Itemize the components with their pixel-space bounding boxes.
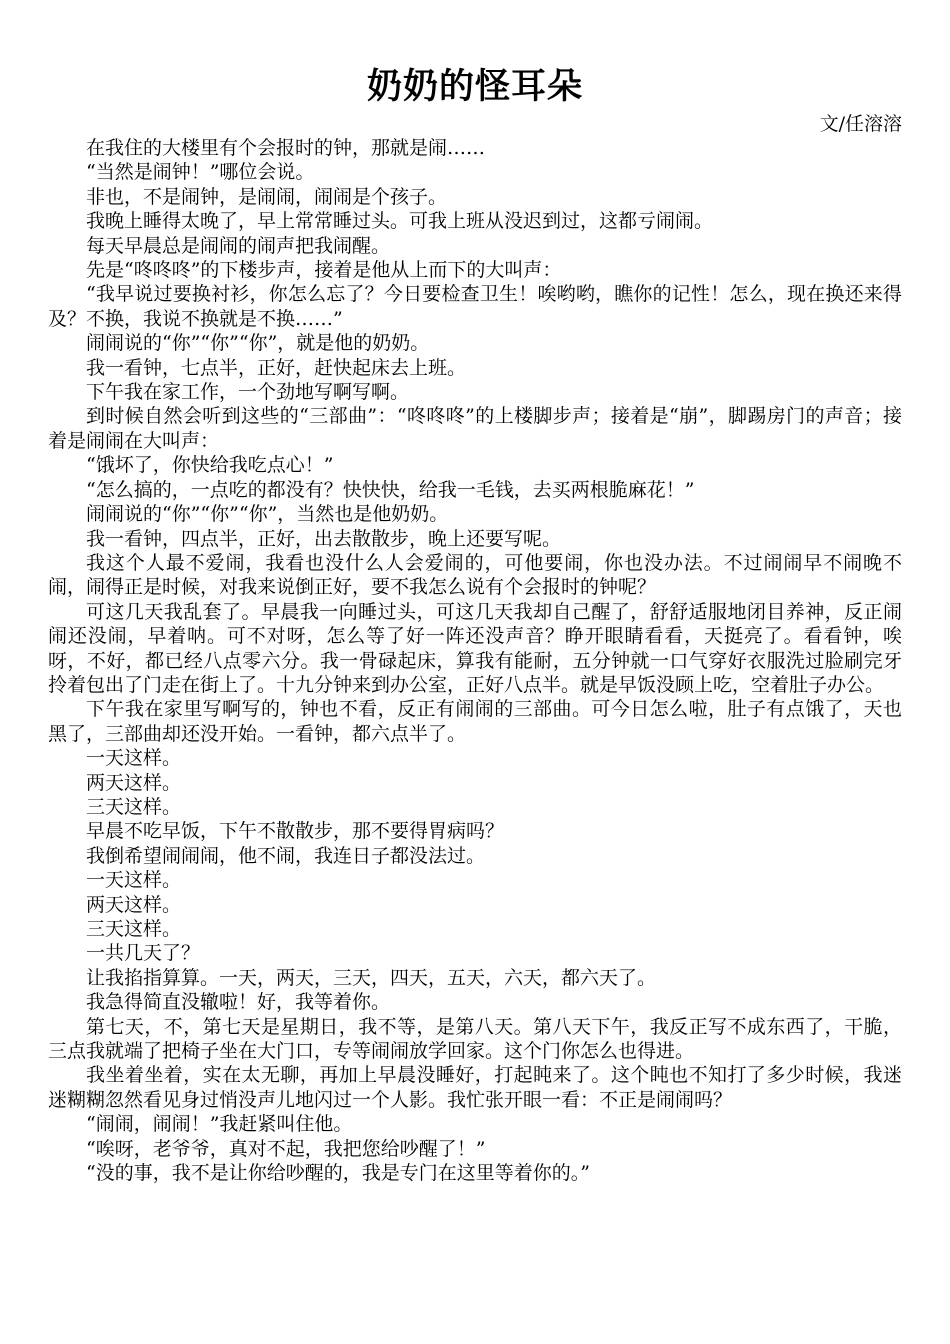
- paragraph: “饿坏了，你快给我吃点心！”: [86, 454, 334, 477]
- paragraph: 我急得简直没辙啦！好，我等着你。: [86, 991, 391, 1014]
- paragraph: 一共几天了？: [86, 942, 201, 965]
- paragraph: 第七天，不，第七天是星期日，我不等，是第八天。第八天下午，我反正写不成东西了，干脆，三点我就端了把椅子坐在大门口，专等闹闹放学回家。这个门你怎么也得进。: [48, 1015, 902, 1063]
- paragraph: 我一看钟，七点半，正好，赶快起床去上班。: [86, 356, 467, 379]
- paragraph: 三天这样。: [86, 795, 182, 818]
- paragraph: 到时候自然会听到这些的“三部曲”：“咚咚咚”的上楼脚步声；接着是“崩”，脚踢房门的声音；接着是闹闹在大叫声：: [48, 405, 902, 452]
- paragraph: 下午我在家工作，一个劲地写啊写啊。: [86, 381, 410, 404]
- page-title: 奶奶的怪耳朵: [366, 66, 583, 107]
- paragraph: 闹闹说的“你”“你”“你”，就是他的奶奶。: [86, 332, 430, 355]
- paragraph: 可这几天我乱套了。早晨我一向睡过头，可这几天我却自己醒了，舒舒适服地闭目养神，反正闹闹还没闹，早着呐。可不对呀，怎么等了好一阵还没声音？睁开眼睛看看，天挺亮了。看看钟，唉呀，不好，都已经八点零六分。我一骨碌起床，算我有能耐，五分钟就一口气穿好衣服洗过脸刷完牙拎着包出了门走在街上了。十九分钟来到办公室，正好八点半。就是早饭没顾上吃，空着肚子办公。: [48, 600, 902, 696]
- paragraph: 让我掐指算算。一天，两天，三天，四天，五天，六天，都六天了。: [86, 966, 657, 989]
- paragraph: 非也，不是闹钟，是闹闹，闹闹是个孩子。: [86, 185, 448, 208]
- paragraph: 我坐着坐着，实在太无聊，再加上早晨没睡好，打起盹来了。这个盹也不知打了多少时候，我迷迷糊糊忽然看见身过悄没声儿地闪过一个人影。我忙张开眼一看：不正是闹闹吗？: [48, 1064, 902, 1111]
- paragraph: “没的事，我不是让你给吵醒的，我是专门在这里等着你的。”: [86, 1162, 590, 1185]
- paragraph: 我一看钟，四点半，正好，出去散散步，晚上还要写呢。: [86, 527, 562, 550]
- paragraph: 闹闹说的“你”“你”“你”，当然也是他奶奶。: [86, 503, 449, 526]
- paragraph: 三天这样。: [86, 918, 182, 940]
- author-byline: 文/任溶溶: [819, 113, 902, 135]
- paragraph: 下午我在家里写啊写的，钟也不看，反正有闹闹的三部曲。可今日怎么啦，肚子有点饿了，天也黑了，三部曲却还没开始。一看钟，都六点半了。: [48, 698, 902, 745]
- paragraph: 我这个人最不爱闹，我看也没什么人会爱闹的，可他要闹，你也没办法。不过闹闹早不闹晚不闹，闹得正是时候，对我来说倒正好，要不我怎么说有个会报时的钟呢？: [48, 551, 902, 599]
- paragraph: 一天这样。: [86, 869, 182, 892]
- paragraph: 我倒希望闹闹闹，他不闹，我连日子都没法过。: [86, 844, 486, 867]
- article-body: [48, 136, 902, 1185]
- paragraph: 一天这样。: [86, 747, 182, 770]
- paragraph: 早晨不吃早饭，下午不散散步，那不要得胃病吗？: [86, 820, 505, 843]
- paragraph: 两天这样。: [86, 771, 182, 794]
- paragraph: 我晚上睡得太晚了，早上常常睡过头。可我上班从没迟到过，这都亏闹闹。: [86, 210, 714, 233]
- paragraph: 每天早晨总是闹闹的闹声把我闹醒。: [86, 234, 391, 257]
- paragraph: 在我住的大楼里有个会报时的钟，那就是闹……: [86, 137, 486, 159]
- paragraph: 先是“咚咚咚”的下楼步声，接着是他从上而下的大叫声：: [86, 259, 562, 282]
- paragraph: “唉呀，老爷爷，真对不起，我把您给吵醒了！”: [86, 1137, 486, 1160]
- paragraph: “当然是闹钟！”哪位会说。: [86, 161, 315, 184]
- paragraph: “闹闹，闹闹！”我赶紧叫住他。: [86, 1113, 353, 1136]
- paragraph: 两天这样。: [86, 893, 182, 916]
- paragraph: “怎么搞的，一点吃的都没有？快快快，给我一毛钱，去买两根脆麻花！”: [86, 478, 695, 501]
- paragraph: “我早说过要换衬衫，你怎么忘了？今日要检查卫生！唉哟哟，瞧你的记性！怎么，现在换还来得及？不换，我说不换就是不换……”: [48, 283, 902, 330]
